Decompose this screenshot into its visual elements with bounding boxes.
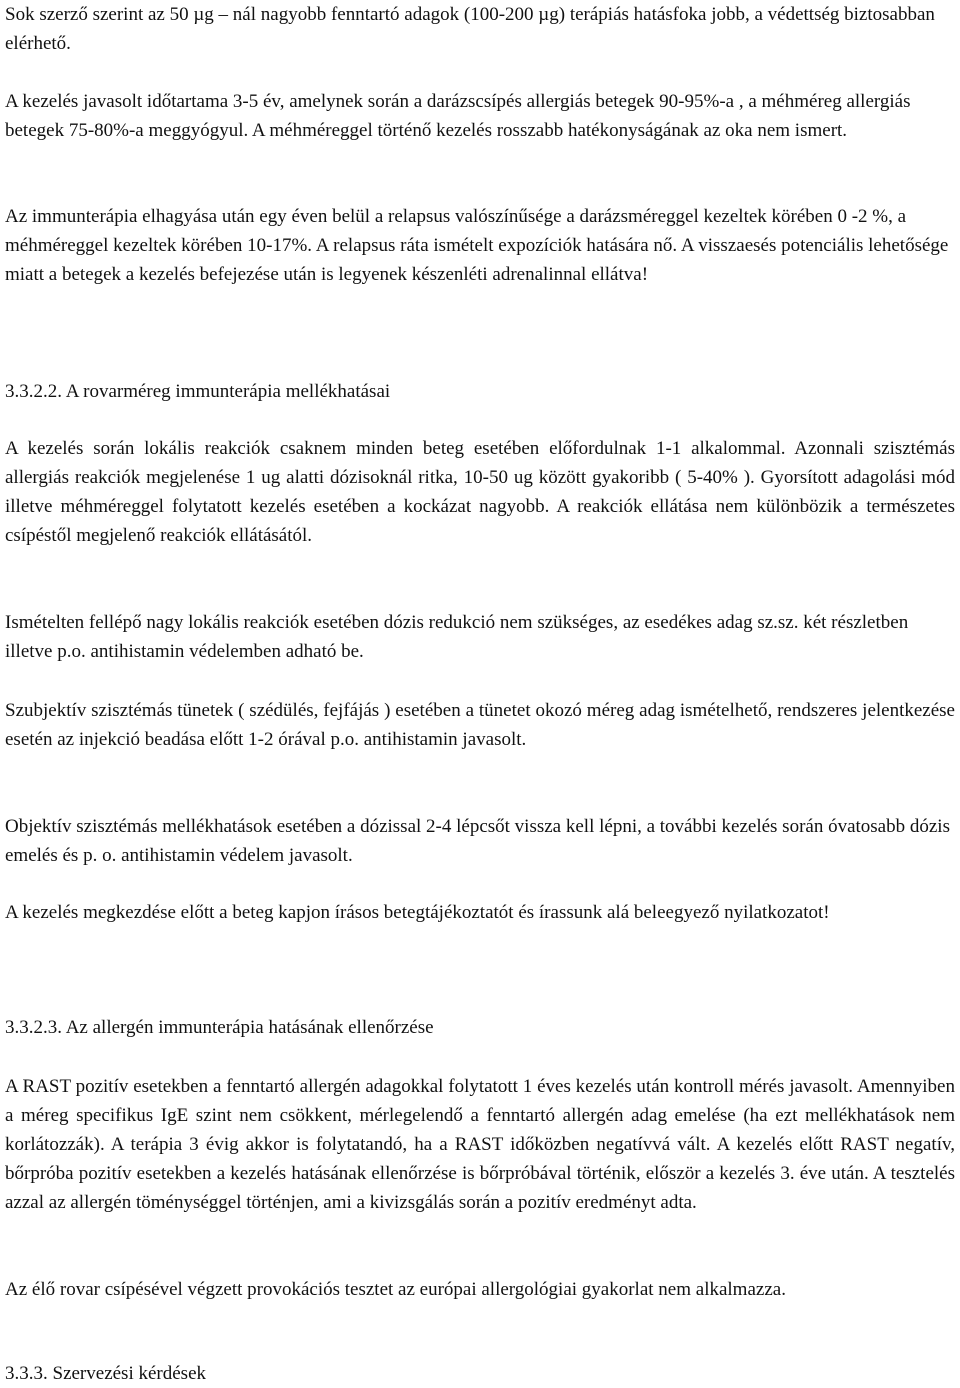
- paragraph-rast-control: A RAST pozitív esetekben a fenntartó allergén adagokkal folytatott 1 éves kezelés után kontroll mérés javasolt. Amennyiben a méreg specifikus IgE szint nem csökkent, mérlegelendő a fenntartó allergén adag emelése (ha ezt mellékhatások nem korlátozzák). A terápia 3 évig akkor is folytatandó, ha a RAST időközben negatívvá vált. A kezelés előtt RAST negatív, bőrpróba pozitív esetekben a kezelés hatásának ellenőrzése is bőrpróbával történik, először a kezelés 3. éve után. A tesztelés azzal az allergén töménységgel történjen, ami a kivizsgálás során a pozitív eredményt adta.: [5, 1076, 955, 1213]
- paragraph-large-local-reactions: Ismételten fellépő nagy lokális reakciók esetében dózis redukció nem szükséges, az esedékes adag sz.sz. két részletben illetve p.o. antihistamin védelemben adható be.: [5, 612, 909, 662]
- paragraph-local-reactions: A kezelés során lokális reakciók csaknem minden beteg esetében előfordulnak 1-1 alkalommal. Azonnali szisztémás allergiás reakciók megjelenése 1 ug alatti dózisoknál ritka, 10-50 ug között gyakoribb ( 5-40% ). Gyorsított adagolási mód illetve méhméreggel folytatott kezelés esetében a kockázat nagyobb. A reakciók ellátása nem különbözik a természetes csípéstől megjelenő reakciók ellátásától.: [5, 438, 955, 546]
- paragraph-relapse: Az immunterápia elhagyása után egy éven belül a relapsus valószínűsége a darázsméreggel kezeltek körében 0 -2 %, a méhméreggel kezeltek körében 10-17%. A relapsus ráta ismételt expozíciók hatására nő. A visszaesés potenciális lehetősége miatt a betegek a kezelés befejezése után is legyenek készenléti adrenalinnal ellátva!: [5, 206, 949, 285]
- paragraph-treatment-duration: A kezelés javasolt időtartama 3-5 év, amelynek során a darázscsípés allergiás betegek 90-95%-a , a méhméreg allergiás betegek 75-80%-a meggyógyul. A méhméreggel történő kezelés rosszabb hatékonyságának az oka nem ismert.: [5, 91, 911, 141]
- section-heading-side-effects: 3.3.2.2. A rovarméreg immunterápia mellékhatásai: [5, 381, 391, 402]
- section-heading-organization: 3.3.3. Szervezési kérdések: [5, 1363, 207, 1384]
- paragraph-maintenance-dose: Sok szerző szerint az 50 µg – nál nagyobb fenntartó adagok (100-200 µg) terápiás hatásfoka jobb, a védettség biztosabban elérhető.: [5, 4, 935, 54]
- paragraph-provocation-test: Az élő rovar csípésével végzett provokációs tesztet az európai allergológiai gyakorlat nem alkalmazza.: [5, 1279, 786, 1300]
- section-heading-efficacy-check: 3.3.2.3. Az allergén immunterápia hatásának ellenőrzése: [5, 1017, 434, 1038]
- paragraph-objective-side-effects: Objektív szisztémás mellékhatások esetében a dózissal 2-4 lépcsőt vissza kell lépni, a további kezelés során óvatosabb dózis emelés és p. o. antihistamin védelem javasolt.: [5, 816, 950, 866]
- paragraph-subjective-symptoms: Szubjektív szisztémás tünetek ( szédülés, fejfájás ) esetében a tünetet okozó méreg adag ismételhető, rendszeres jelentkezése esetén az injekció beadása előtt 1-2 órával p.o. antihistamin javasolt.: [5, 700, 955, 750]
- paragraph-informed-consent: A kezelés megkezdése előtt a beteg kapjon írásos betegtájékoztatót és írassunk alá beleegyező nyilatkozatot!: [5, 902, 830, 923]
